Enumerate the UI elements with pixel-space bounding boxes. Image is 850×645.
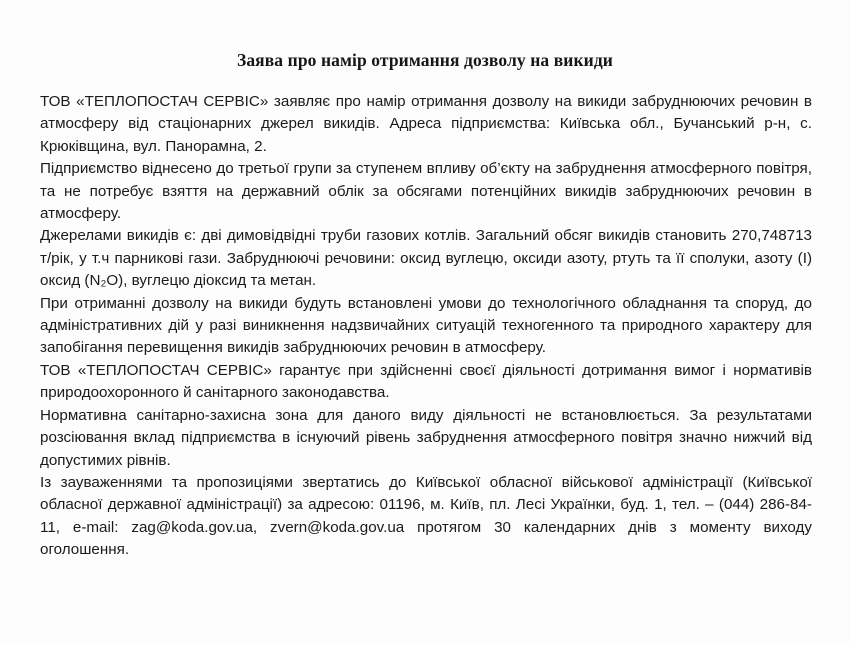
paragraph-sources: Джерелами викидів є: дві димовідвідні труби газових котлів. Загальний обсяг викидів становить 270,748713 т/рік, у т.ч парникові гази. Забруднюючі речовини: оксид вуглецю, оксиди азоту, ртуть та її сполуки, азоту (I) оксид (N₂O), вуглецю діоксид та метан. [40,227,812,290]
document-title: Заява про намір отримання дозволу на викиди [237,50,613,70]
document-body [40,91,812,562]
paragraph-conditions: При отриманні дозволу на викиди будуть встановлені умови до технологічного обладнання та споруд, до адміністративних дій у разі виникнення надзвичайних ситуацій техногенного та природного характеру для запобігання перевищення викидів забруднюючих речовин в атмосферу. [40,294,812,357]
paragraph-contacts: Із зауваженнями та пропозиціями звертатись до Київської обласної військової адміністрації (Київської обласної державної адміністрації) за адресою: 01196, м. Київ, пл. Лесі Українки, буд. 1, тел. – (044) 286-84-11, e-mail: zag@koda.gov.ua, zvern@koda.gov.ua протягом 30 календарних днів з моменту виходу оголошення. [40,473,812,559]
paragraph-intent: ТОВ «ТЕПЛОПОСТАЧ СЕРВІС» заявляє про намір отримання дозволу на викиди забруднюючих речовин в атмосферу від стаціонарних джерел викидів. Адреса підприємства: Київська обл., Бучанський р-н, с. Крюківщина, вул. Панорамна, 2. [40,93,812,155]
paragraph-sanitary-zone: Нормативна санітарно-захисна зона для даного виду діяльності не встановлюється. За результатами розсіювання вклад підприємства в існуючий рівень забруднення атмосферного повітря значно нижчий від допустимих рівнів. [40,406,812,469]
paragraph-group: Підприємство віднесено до третьої групи за ступенем впливу об’єкту на забруднення атмосферного повітря, та не потребує взяття на державний облік за обсягами потенційних викидів забруднюючих речовин в атмосферу. [40,160,812,223]
paragraph-guarantee: ТОВ «ТЕПЛОПОСТАЧ СЕРВІС» гарантує при здійсненні своєї діяльності дотримання вимог і нормативів природоохоронного й санітарного законодавства. [40,361,812,402]
